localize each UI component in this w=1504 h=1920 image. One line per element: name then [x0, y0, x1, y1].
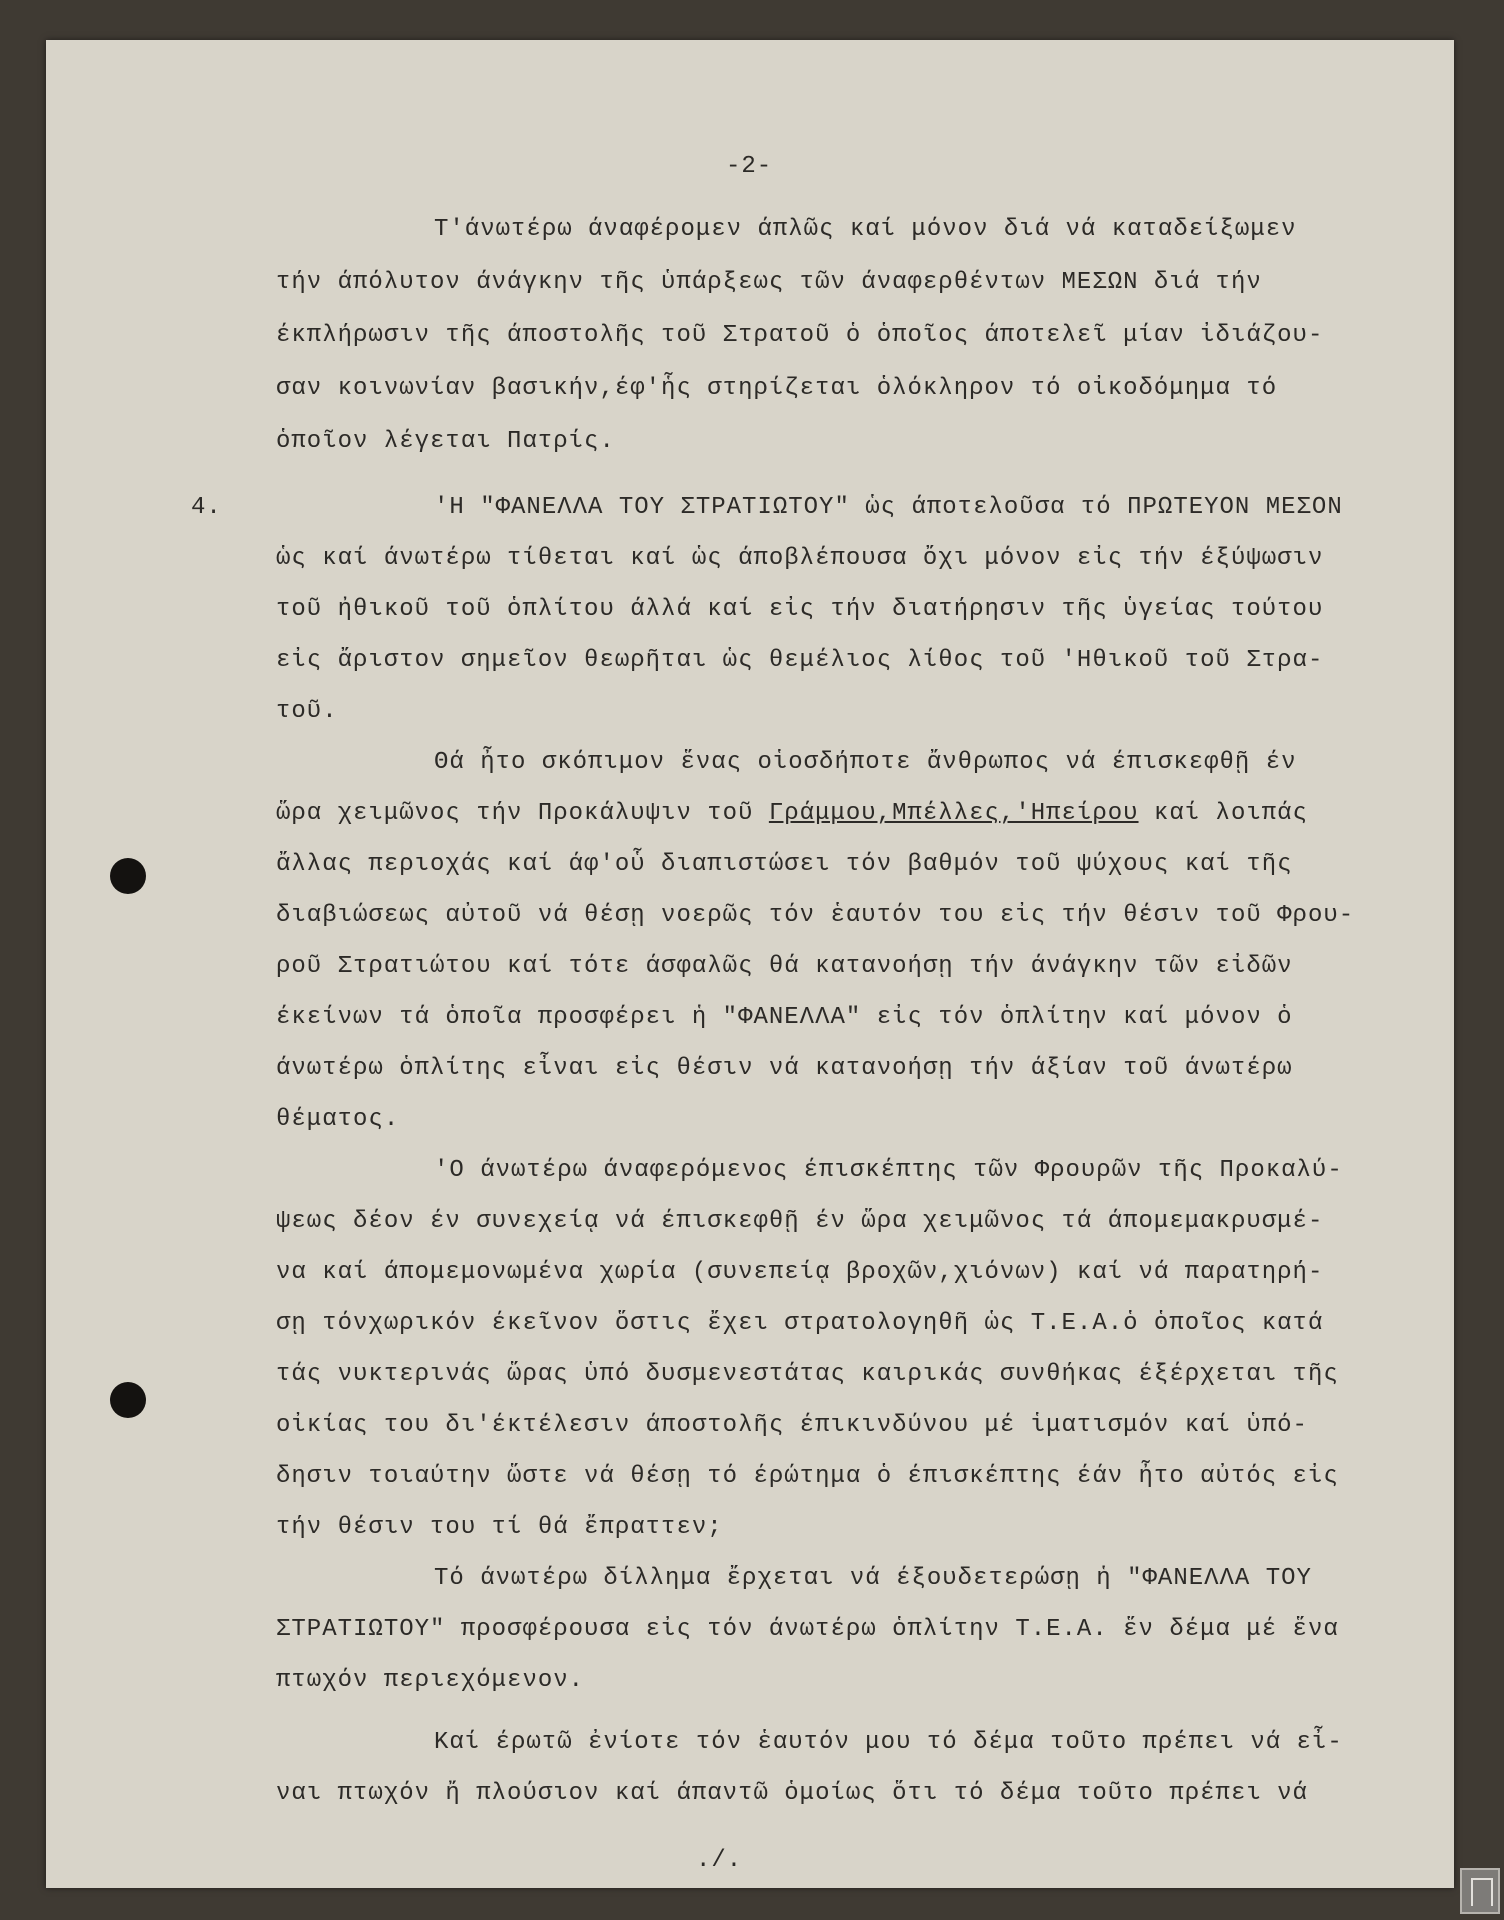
text-line: τήν θέσιν του τί θά ἔπραττεν;	[276, 1514, 723, 1541]
text-line: τοῦ.	[276, 698, 338, 725]
text-line: ροῦ Στρατιώτου καί τότε άσφαλῶς θά κατανοήσῃ τήν άνάγκην τῶν εἰδῶν	[276, 953, 1293, 980]
text-line: τοῦ ἠθικοῦ τοῦ ὁπλίτου άλλά καί εἰς τήν διατήρησιν τῆς ὑγείας τούτου	[276, 596, 1324, 623]
text-line: Θά ἦτο σκόπιμον ἕνας οἱοσδήποτε ἄνθρωπος νά έπισκεφθῇ έν	[434, 749, 1297, 776]
text-line: να καί άπομεμονωμένα χωρία (συνεπείᾳ βροχῶν,χιόνων) καί νά παρατηρή-	[276, 1259, 1324, 1286]
text-line: ψεως δέον έν συνεχείᾳ νά έπισκεφθῇ έν ὥρα χειμῶνος τά άπομεμακρυσμέ-	[276, 1208, 1324, 1235]
text-line: ὁποῖον λέγεται Πατρίς.	[276, 428, 615, 455]
underlined-place-names: Γράμμου,Μπέλλες,'Ηπείρου	[768, 800, 1139, 827]
typed-text	[46, 40, 1454, 1888]
text-line: ὡς καί άνωτέρω τίθεται καί ὡς άποβλέπουσα ὄχι μόνον εἰς τήν έξύψωσιν	[276, 545, 1324, 572]
text-segment: καί λοιπάς	[1138, 800, 1308, 827]
text-line: θέματος.	[276, 1106, 400, 1133]
text-line: ἄλλας περιοχάς καί άφ'οὗ διαπιστώσει τόν βαθμόν τοῦ ψύχους καί τῆς	[276, 851, 1293, 878]
text-line: τάς νυκτερινάς ὥρας ὑπό δυσμενεστάτας καιρικάς συνθήκας έξέρχεται τῆς	[276, 1361, 1339, 1388]
text-segment: ὥρα χειμῶνος τήν Προκάλυψιν τοῦ	[276, 800, 769, 827]
text-line: δησιν τοιαύτην ὥστε νά θέσῃ τό έρώτημα ὁ έπισκέπτης έάν ἦτο αὐτός εἰς	[276, 1463, 1339, 1490]
text-line: 'Ο άνωτέρω άναφερόμενος έπισκέπτης τῶν Φρουρῶν τῆς Προκαλύ-	[434, 1157, 1343, 1184]
text-line: ΣΤΡΑΤΙΩΤΟΥ" προσφέρουσα εἰς τόν άνωτέρω ὁπλίτην Τ.Ε.Α. ἕν δέμα μέ ἕνα	[276, 1616, 1339, 1643]
text-line: 'Η "ΦΑΝΕΛΛΑ ΤΟΥ ΣΤΡΑΤΙΩΤΟΥ" ὡς άποτελοῦσα τό ΠΡΩΤΕΥΟΝ ΜΕΣΟΝ	[434, 494, 1343, 521]
text-line: έκπλήρωσιν τῆς άποστολῆς τοῦ Στρατοῦ ὁ ὁποῖος άποτελεῖ μίαν ἰδιάζου-	[276, 322, 1324, 349]
text-line: Τ'άνωτέρω άναφέρομεν άπλῶς καί μόνον διά νά καταδείξωμεν	[434, 216, 1297, 243]
text-line: πτωχόν περιεχόμενον.	[276, 1667, 585, 1694]
text-line: εἰς ἄριστον σημεῖον θεωρῆται ὡς θεμέλιος λίθος τοῦ 'Ηθικοῦ τοῦ Στρα-	[276, 647, 1324, 674]
text-line: άνωτέρω ὁπλίτης εἶναι εἰς θέσιν νά κατανοήσῃ τήν άξίαν τοῦ άνωτέρω	[276, 1055, 1293, 1082]
page-number: -2-	[726, 153, 773, 180]
text-line: σαν κοινωνίαν βασικήν,έφ'ἧς στηρίζεται ὁλόκληρον τό οἰκοδόμημα τό	[276, 375, 1278, 402]
text-line: Καί έρωτῶ ἐνίοτε τόν ἑαυτόν μου τό δέμα τοῦτο πρέπει νά εἶ-	[434, 1729, 1343, 1756]
archive-logo-icon	[1460, 1868, 1500, 1914]
section-number: 4.	[191, 494, 222, 521]
text-line: σῃ τόνχωρικόν έκεῖνον ὅστις ἔχει στρατολογηθῆ ὡς Τ.Ε.Α.ὁ ὁποῖος κατά	[276, 1310, 1324, 1337]
text-line: τήν άπόλυτον άνάγκην τῆς ὑπάρξεως τῶν άναφερθέντων ΜΕΣΩΝ διά τήν	[276, 269, 1262, 296]
text-line: διαβιώσεως αὐτοῦ νά θέσῃ νοερῶς τόν ἑαυτόν του εἰς τήν θέσιν τοῦ Φρου-	[276, 902, 1355, 929]
document-page	[46, 40, 1454, 1888]
text-line: ναι πτωχόν ἤ πλούσιον καί άπαντῶ ὁμοίως ὅτι τό δέμα τοῦτο πρέπει νά	[276, 1780, 1308, 1807]
text-line: Τό άνωτέρω δίλλημα ἔρχεται νά έξουδετερώσῃ ἡ "ΦΑΝΕΛΛΑ ΤΟΥ	[434, 1565, 1312, 1592]
text-line: οἰκίας του δι'έκτέλεσιν άποστολῆς έπικινδύνου μέ ἱματισμόν καί ὑπό-	[276, 1412, 1308, 1439]
text-line: έκείνων τά ὁποῖα προσφέρει ἡ "ΦΑΝΕΛΛΑ" εἰς τόν ὁπλίτην καί μόνον ὁ	[276, 1004, 1293, 1031]
continuation-mark: ./.	[696, 1847, 743, 1874]
text-line	[276, 799, 1308, 829]
